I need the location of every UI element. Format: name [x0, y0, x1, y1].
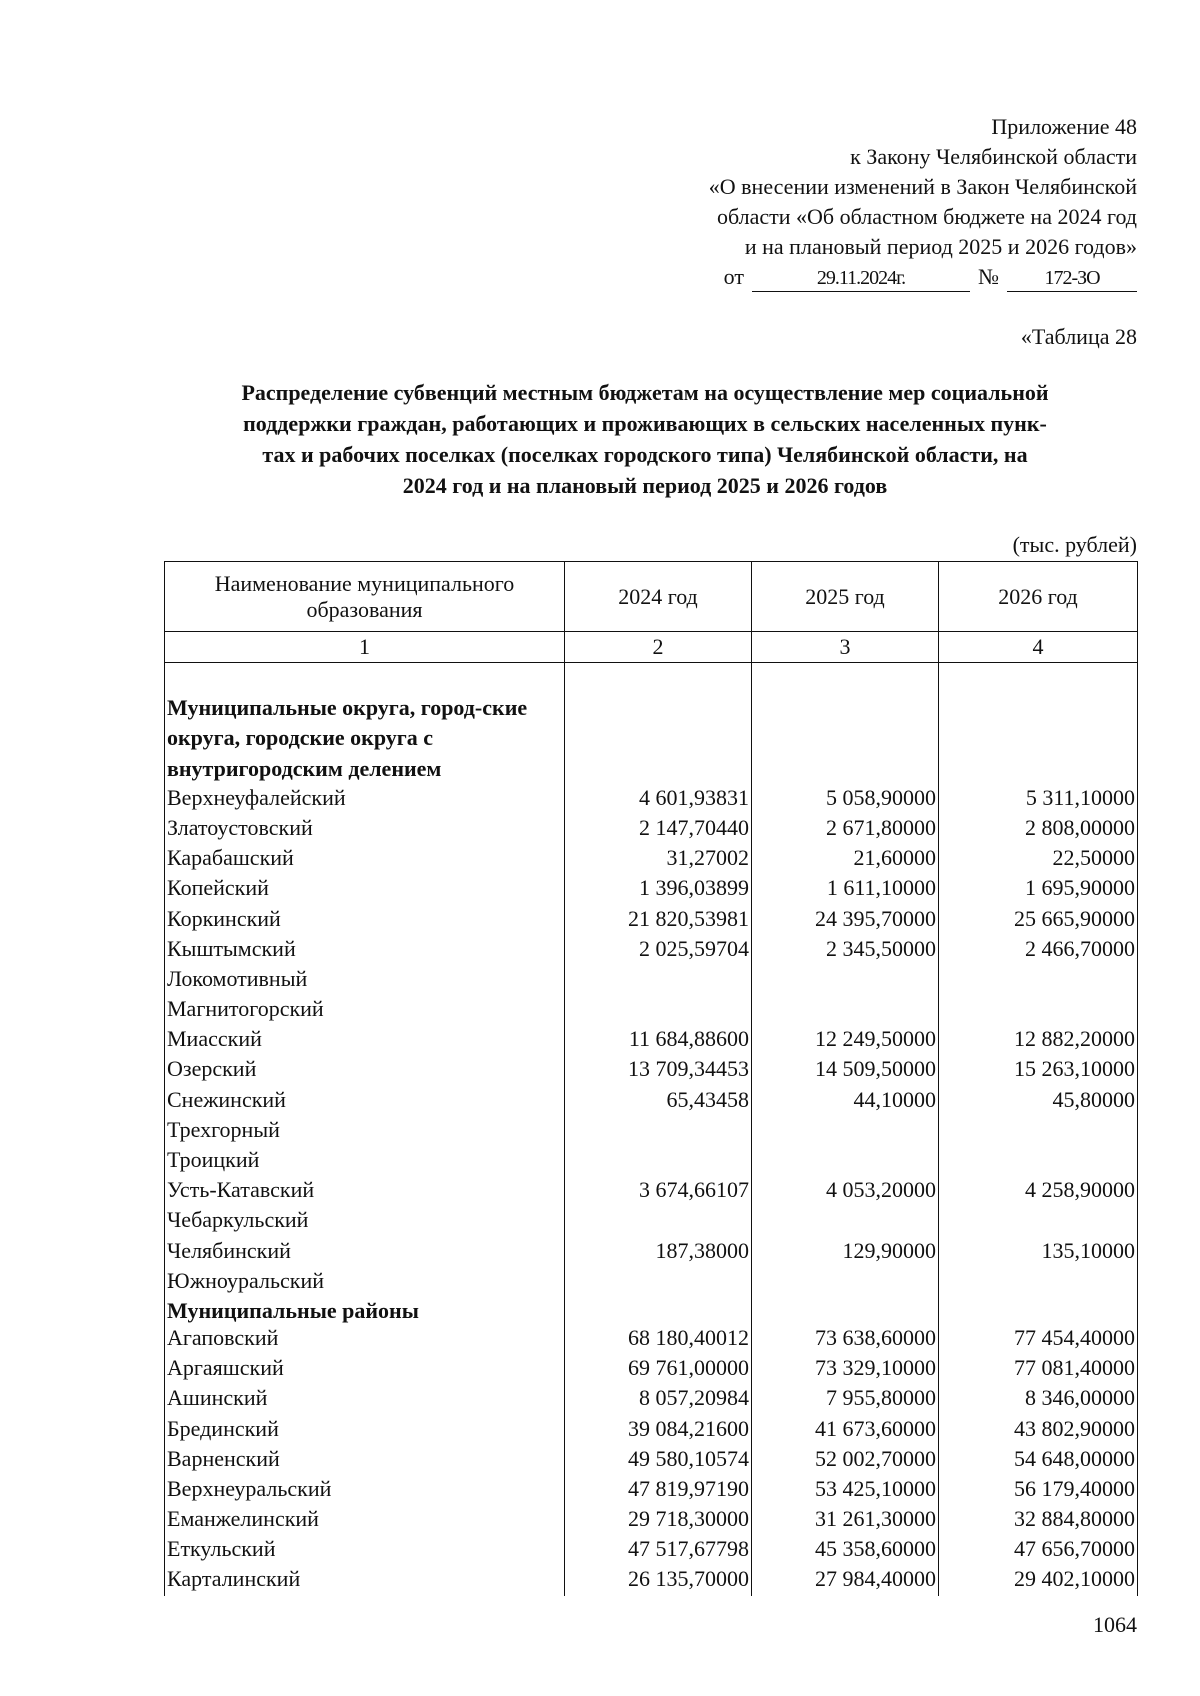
value-2025	[752, 1116, 939, 1146]
table-row	[165, 1237, 1138, 1267]
value-2024: 2 147,70440	[565, 814, 752, 844]
value-2025	[752, 1206, 939, 1236]
value-2024	[565, 965, 752, 995]
value-2026: 77 454,40000	[939, 1324, 1138, 1354]
value-2025: 45 358,60000	[752, 1535, 939, 1565]
column-index: 2	[565, 632, 752, 663]
table-row	[165, 1475, 1138, 1505]
header-municipality: Наименование муниципального образования	[165, 562, 565, 632]
table-row	[165, 1535, 1138, 1565]
municipality-name: Коркинский	[165, 905, 565, 935]
law-number: 172-ЗО	[1007, 267, 1137, 292]
municipality-name: Кыштымский	[165, 935, 565, 965]
column-index-row	[165, 632, 1138, 663]
table-spacer	[165, 663, 1138, 694]
value-2026	[939, 995, 1138, 1025]
table-row	[165, 814, 1138, 844]
value-2026: 25 665,90000	[939, 905, 1138, 935]
value-2026: 135,10000	[939, 1237, 1138, 1267]
value-2025: 4 053,20000	[752, 1176, 939, 1206]
municipality-name: Челябинский	[165, 1237, 565, 1267]
value-2026: 1 695,90000	[939, 874, 1138, 904]
value-2024: 47 517,67798	[565, 1535, 752, 1565]
municipality-name: Снежинский	[165, 1086, 565, 1116]
table-row	[165, 1025, 1138, 1055]
value-2026: 2 466,70000	[939, 935, 1138, 965]
value-2026: 43 802,90000	[939, 1415, 1138, 1445]
value-2025: 21,60000	[752, 844, 939, 874]
section-row-municipal-districts-cities	[165, 693, 1138, 784]
value-2025: 7 955,80000	[752, 1384, 939, 1414]
table-row	[165, 1146, 1138, 1176]
municipality-name: Усть-Катавский	[165, 1176, 565, 1206]
municipality-name: Ашинский	[165, 1384, 565, 1414]
value-2026: 5 311,10000	[939, 784, 1138, 814]
table-row	[165, 1505, 1138, 1535]
table-row	[165, 1116, 1138, 1146]
value-2025: 73 329,10000	[752, 1354, 939, 1384]
value-2026: 29 402,10000	[939, 1565, 1138, 1595]
municipality-name: Златоустовский	[165, 814, 565, 844]
table-row	[165, 844, 1138, 874]
value-2024: 8 057,20984	[565, 1384, 752, 1414]
title-line: тах и рабочих поселках (поселках городского типа) Челябинской области, на	[262, 442, 1028, 467]
column-index: 4	[939, 632, 1138, 663]
table-row	[165, 1324, 1138, 1354]
value-2024: 39 084,21600	[565, 1415, 752, 1445]
value-2024	[565, 1146, 752, 1176]
section-row-municipal-raions	[165, 1297, 1138, 1324]
value-2026	[939, 965, 1138, 995]
value-2025	[752, 1146, 939, 1176]
title-line: поддержки граждан, работающих и проживающих в сельских населенных пунк-	[243, 411, 1047, 436]
law-reference-line	[577, 262, 1137, 292]
table-row	[165, 1267, 1138, 1297]
table-row	[165, 1565, 1138, 1595]
value-2026: 2 808,00000	[939, 814, 1138, 844]
table-row	[165, 1445, 1138, 1475]
table-row	[165, 1206, 1138, 1236]
value-2024: 1 396,03899	[565, 874, 752, 904]
value-2026	[939, 1206, 1138, 1236]
table-row	[165, 1354, 1138, 1384]
value-2026	[939, 1116, 1138, 1146]
value-2025: 5 058,90000	[752, 784, 939, 814]
value-2025: 2 671,80000	[752, 814, 939, 844]
section-title: Муниципальные районы	[165, 1297, 565, 1324]
value-2025: 1 611,10000	[752, 874, 939, 904]
appendix-header	[577, 112, 1137, 292]
value-2025: 52 002,70000	[752, 1445, 939, 1475]
table-row	[165, 905, 1138, 935]
value-2024: 11 684,88600	[565, 1025, 752, 1055]
column-index: 3	[752, 632, 939, 663]
document-title	[150, 377, 1140, 501]
value-2025: 12 249,50000	[752, 1025, 939, 1055]
municipality-name: Верхнеуфалейский	[165, 784, 565, 814]
value-2024	[565, 1116, 752, 1146]
value-2024: 26 135,70000	[565, 1565, 752, 1595]
value-2024	[565, 1267, 752, 1297]
municipality-name: Варненский	[165, 1445, 565, 1475]
value-2025: 41 673,60000	[752, 1415, 939, 1445]
value-2026: 47 656,70000	[939, 1535, 1138, 1565]
municipality-name: Аргаяшский	[165, 1354, 565, 1384]
value-2025: 53 425,10000	[752, 1475, 939, 1505]
value-2024	[565, 1206, 752, 1236]
page-number: 1064	[1093, 1612, 1137, 1637]
value-2024: 187,38000	[565, 1237, 752, 1267]
value-2025: 24 395,70000	[752, 905, 939, 935]
municipality-name: Магнитогорский	[165, 995, 565, 1025]
appendix-line: «О внесении изменений в Закон Челябинской	[708, 174, 1137, 199]
table-row	[165, 784, 1138, 814]
table-row	[165, 1384, 1138, 1414]
value-2025	[752, 995, 939, 1025]
value-2026: 22,50000	[939, 844, 1138, 874]
value-2026: 12 882,20000	[939, 1025, 1138, 1055]
value-2026	[939, 1146, 1138, 1176]
municipality-name: Брединский	[165, 1415, 565, 1445]
table-row	[165, 1415, 1138, 1445]
units-label: (тыс. рублей)	[1012, 532, 1137, 557]
value-2025: 73 638,60000	[752, 1324, 939, 1354]
table-row	[165, 1176, 1138, 1206]
value-2026: 32 884,80000	[939, 1505, 1138, 1535]
value-2026: 56 179,40000	[939, 1475, 1138, 1505]
value-2024: 2 025,59704	[565, 935, 752, 965]
table-row	[165, 1086, 1138, 1116]
municipality-name: Троицкий	[165, 1146, 565, 1176]
municipality-name: Карабашский	[165, 844, 565, 874]
value-2024: 3 674,66107	[565, 1176, 752, 1206]
from-label: от	[723, 264, 744, 289]
value-2026: 54 648,00000	[939, 1445, 1138, 1475]
appendix-line: и на плановый период 2025 и 2026 годов»	[744, 234, 1137, 259]
law-date: 29.11.2024г.	[752, 267, 970, 292]
value-2024: 31,27002	[565, 844, 752, 874]
value-2025: 2 345,50000	[752, 935, 939, 965]
value-2024: 21 820,53981	[565, 905, 752, 935]
municipality-name: Еманжелинский	[165, 1505, 565, 1535]
header-2026: 2026 год	[939, 562, 1138, 632]
value-2026: 4 258,90000	[939, 1176, 1138, 1206]
table-body	[165, 663, 1138, 1596]
value-2025: 44,10000	[752, 1086, 939, 1116]
value-2026: 15 263,10000	[939, 1055, 1138, 1085]
table-reference: «Таблица 28	[1020, 324, 1137, 349]
value-2025	[752, 965, 939, 995]
municipality-name: Локомотивный	[165, 965, 565, 995]
municipality-name: Еткульский	[165, 1535, 565, 1565]
appendix-line: Приложение 48	[991, 114, 1137, 139]
value-2024: 29 718,30000	[565, 1505, 752, 1535]
value-2026: 77 081,40000	[939, 1354, 1138, 1384]
table-row	[165, 874, 1138, 904]
value-2024: 47 819,97190	[565, 1475, 752, 1505]
municipality-name: Карталинский	[165, 1565, 565, 1595]
value-2024: 68 180,40012	[565, 1324, 752, 1354]
municipality-name: Верхнеуральский	[165, 1475, 565, 1505]
municipality-name: Агаповский	[165, 1324, 565, 1354]
value-2024: 4 601,93831	[565, 784, 752, 814]
table-row	[165, 935, 1138, 965]
value-2026: 45,80000	[939, 1086, 1138, 1116]
municipality-name: Озерский	[165, 1055, 565, 1085]
value-2024: 69 761,00000	[565, 1354, 752, 1384]
header-2024: 2024 год	[565, 562, 752, 632]
table-row	[165, 995, 1138, 1025]
value-2025: 27 984,40000	[752, 1565, 939, 1595]
municipality-name: Трехгорный	[165, 1116, 565, 1146]
value-2024: 65,43458	[565, 1086, 752, 1116]
header-2025: 2025 год	[752, 562, 939, 632]
number-label: №	[978, 264, 999, 289]
title-line: Распределение субвенций местным бюджетам на осуществление мер социальной	[241, 380, 1049, 405]
municipality-name: Миасский	[165, 1025, 565, 1055]
column-index: 1	[165, 632, 565, 663]
table-header-row	[165, 562, 1138, 632]
municipality-name: Копейский	[165, 874, 565, 904]
municipality-name: Чебаркульский	[165, 1206, 565, 1236]
appendix-line: к Закону Челябинской области	[850, 144, 1137, 169]
appendix-line: области «Об областном бюджете на 2024 год	[717, 204, 1137, 229]
value-2025: 14 509,50000	[752, 1055, 939, 1085]
value-2024	[565, 995, 752, 1025]
value-2025: 31 261,30000	[752, 1505, 939, 1535]
value-2024: 13 709,34453	[565, 1055, 752, 1085]
title-line: 2024 год и на плановый период 2025 и 2026 годов	[402, 473, 888, 498]
value-2024: 49 580,10574	[565, 1445, 752, 1475]
value-2026: 8 346,00000	[939, 1384, 1138, 1414]
municipality-name: Южноуральский	[165, 1267, 565, 1297]
table-row	[165, 1055, 1138, 1085]
value-2025: 129,90000	[752, 1237, 939, 1267]
section-title: Муниципальные округа, город-ские округа, городские округа с внутригородским делением	[165, 693, 565, 784]
table-row	[165, 965, 1138, 995]
value-2025	[752, 1267, 939, 1297]
subvention-table	[164, 561, 1138, 1596]
value-2026	[939, 1267, 1138, 1297]
